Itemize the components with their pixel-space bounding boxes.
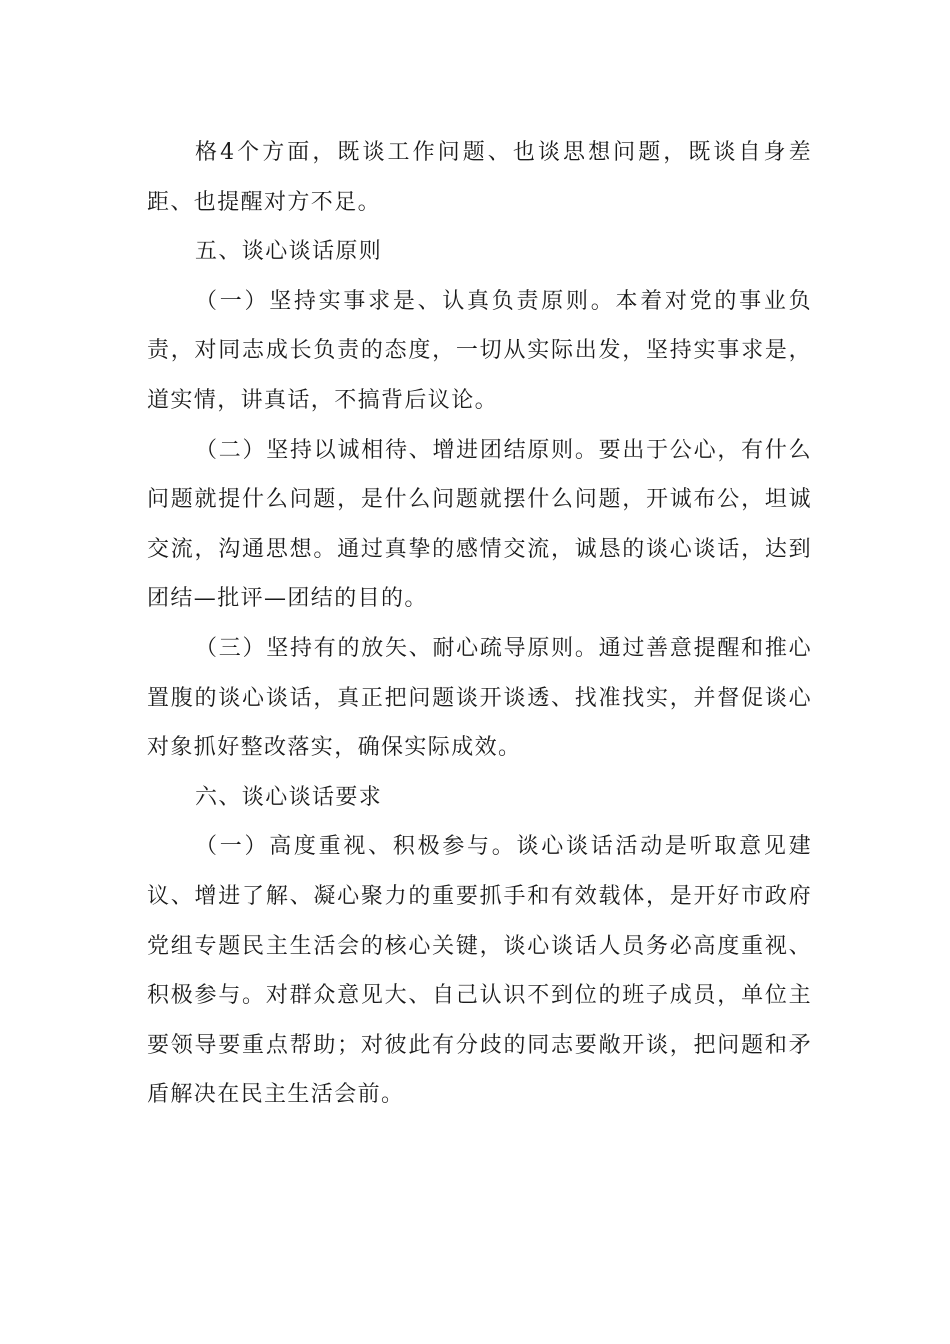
paragraph-requirement-one: （一）高度重视、积极参与。谈心谈话活动是听取意见建议、增进了解、凝心聚力的重要抓手和有效载体，是开好市政府党组专题民主生活会的核心关键，谈心谈话人员务必高度重视、积极参与。对群众意见大、自己认识不到位的班子成员，单位主要领导要重点帮助；对彼此有分歧的同志要敞开谈，把问题和矛盾解决在民主生活会前。	[147, 834, 812, 1108]
paragraph-continuation: 格4个方面，既谈工作问题、也谈思想问题，既谈自身差距、也提醒对方不足。	[147, 140, 812, 215]
paragraph-principle-two: （二）坚持以诚相待、增进团结原则。要出于公心，有什么问题就提什么问题，是什么问题就摆什么问题，开诚布公，坦诚交流，沟通思想。通过真挚的感情交流，诚恳的谈心谈话，达到团结—批评—团结的目的。	[147, 437, 812, 612]
paragraph-principle-three: （三）坚持有的放矢、耐心疏导原则。通过善意提醒和推心置腹的谈心谈话，真正把问题谈开谈透、找准找实，并督促谈心对象抓好整改落实，确保实际成效。	[147, 635, 812, 761]
paragraph-principle-one: （一）坚持实事求是、认真负责原则。本着对党的事业负责，对同志成长负责的态度，一切从实际出发，坚持实事求是，道实情，讲真话，不搞背后议论。	[147, 288, 812, 413]
section-heading-six: 六、谈心谈话要求	[195, 784, 383, 810]
section-heading-five: 五、谈心谈话原则	[195, 239, 383, 265]
document-body	[147, 128, 812, 1120]
